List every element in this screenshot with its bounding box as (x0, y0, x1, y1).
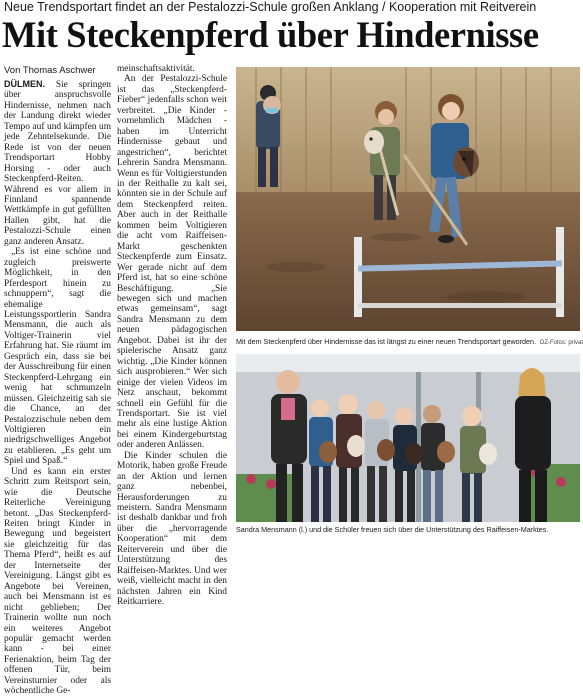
photo-credit: DZ-Fotos: privat (540, 340, 583, 346)
paragraph: „Es ist eine schöne und zugleich preiswerte Möglichkeit, in den Pferdesport hinein zu schnuppern“, sagt die ehemalige Leistungssportlerin Sandra Mensmann, die auch als Voltiger-Trainerin viel Erfahrung hat. Sie räumt im Gespräch ein, dass sie bei der Ausschreibung für einen Steckenpferd-Lehrgang ein wenig hat schmunzeln müssen. Gleichzeitig sah sie die Chance, an der Pestalozzischule neben dem Voltigieren ein niedrigschwelliges Angebot zu etablieren. „Es geht um Spiel und Spaß.“ (4, 247, 111, 467)
paragraph: Die Kinder schulen die Motorik, haben große Freude an der Aktion und lernen ganz nebenbei, Herausforderungen zu meistern. Sandra Mensmann ist deshalb dankbar und froh über die „hervorragende Kooperation“ mit dem Reiterverein und über die Unterstützung des Raiffeisen-Marktes. Und wer weiß, vielleicht macht in den nächsten Jahren ein Kind Reitkarriere. (117, 450, 227, 608)
paragraph-text: Sie springen über anspruchsvolle Hindernisse, nehmen nach der Landung direkt wieder Tempo auf und kämpfen um jede Zehntelsekunde. Die Rede ist von der neuen Trendsportart Hobby Horsing - oder auch Steckenpferd-Reiten. Während es vor allem in Finnland spannende Wettkämpfe in gut gefüllten Hallen gibt, hat die Pestalozzi-Schule einen ganz anderen Ansatz. (4, 80, 111, 247)
paragraph: An der Pestalozzi-Schule ist das „Steckenpferd-Fieber“ jedenfalls schon weit verbreitet. „Die Kinder - vornehmlich Mädchen - haben im Unterricht Hindernisse gebaut und angestrichen“, berichtet Lehrerin Sandra Mensmann. Wenn es für Voltigierstunden in der Reithalle zu kalt sei, könnten sie in der Schule auf dem Steckenpferd reiten. Aber auch in der Reithalle kommen beim Voltigieren die acht vom Raiffeisen-Markt geschenkten Steckenpferde zum Einsatz. Wer gerade nicht auf dem Pferd ist, hat so eine schöne Beschäftigung. „Sie bewegen sich und machen etwas gemeinsam“, sagt Sandra Mensmann zu dem neuen pädagogischen Angebot. Dabei ist ihr der spielerische Ansatz ganz wichtig. „Die Kinder können sich ausprobieren.“ Wer sich einige der vielen Videos im Netz anschaut, bekommt schnell ein Gefühl für die Trendsportart. Sie ist viel mehr als eine lustige Aktion bei einem Kindergeburtstag oder anderen Anlässen. (117, 74, 227, 451)
article-kicker: Neue Trendsportart findet an der Pestalozzi-Schule großen Anklang / Kooperation mit Reitverein (4, 0, 537, 14)
article-headline: Mit Steckenpferd über Hindernisse (2, 14, 539, 55)
article-column-1 (4, 79, 111, 697)
hobby-horse-jumping-photo (236, 67, 580, 331)
article-byline: Von Thomas Aschwer (4, 65, 96, 76)
photo-caption: Mit dem Steckenpferd über Hindernisse das ist längst zu einer neuen Trendsportart geworden. (236, 337, 537, 346)
paragraph: Und es kann ein erster Schritt zum Reitsport sein, wie die Deutsche Reiterliche Vereinigung betont. „Das Steckenpferd-Reiten bringt Kinder in Bewegung und begeistert sie gleichzeitig für das Thema Pferd“, heißt es auf der Internetseite der Vereinigung. Längst gibt es Angebote bei Vereinen, auch bei Mensmann ist es nicht geblieben; Der Trainerin wollte nun noch ein weiteres Angebot populär gemacht werden kann - bei einer Ferienaktion, beim Tag der offenen Tür, beim Vereinsturnier oder als wöchentliche Ge- (4, 466, 111, 697)
photo-caption: Sandra Mensmann (l.) und die Schüler freuen sich über die Unterstützung des Raiffeisen-Marktes. (236, 525, 549, 534)
group-with-hobby-horses-photo (236, 354, 580, 522)
paragraph (4, 79, 111, 247)
article-column-2 (117, 64, 227, 608)
paragraph: meinschaftsaktivität. (117, 64, 195, 74)
dateline: DÜLMEN. (4, 79, 45, 89)
